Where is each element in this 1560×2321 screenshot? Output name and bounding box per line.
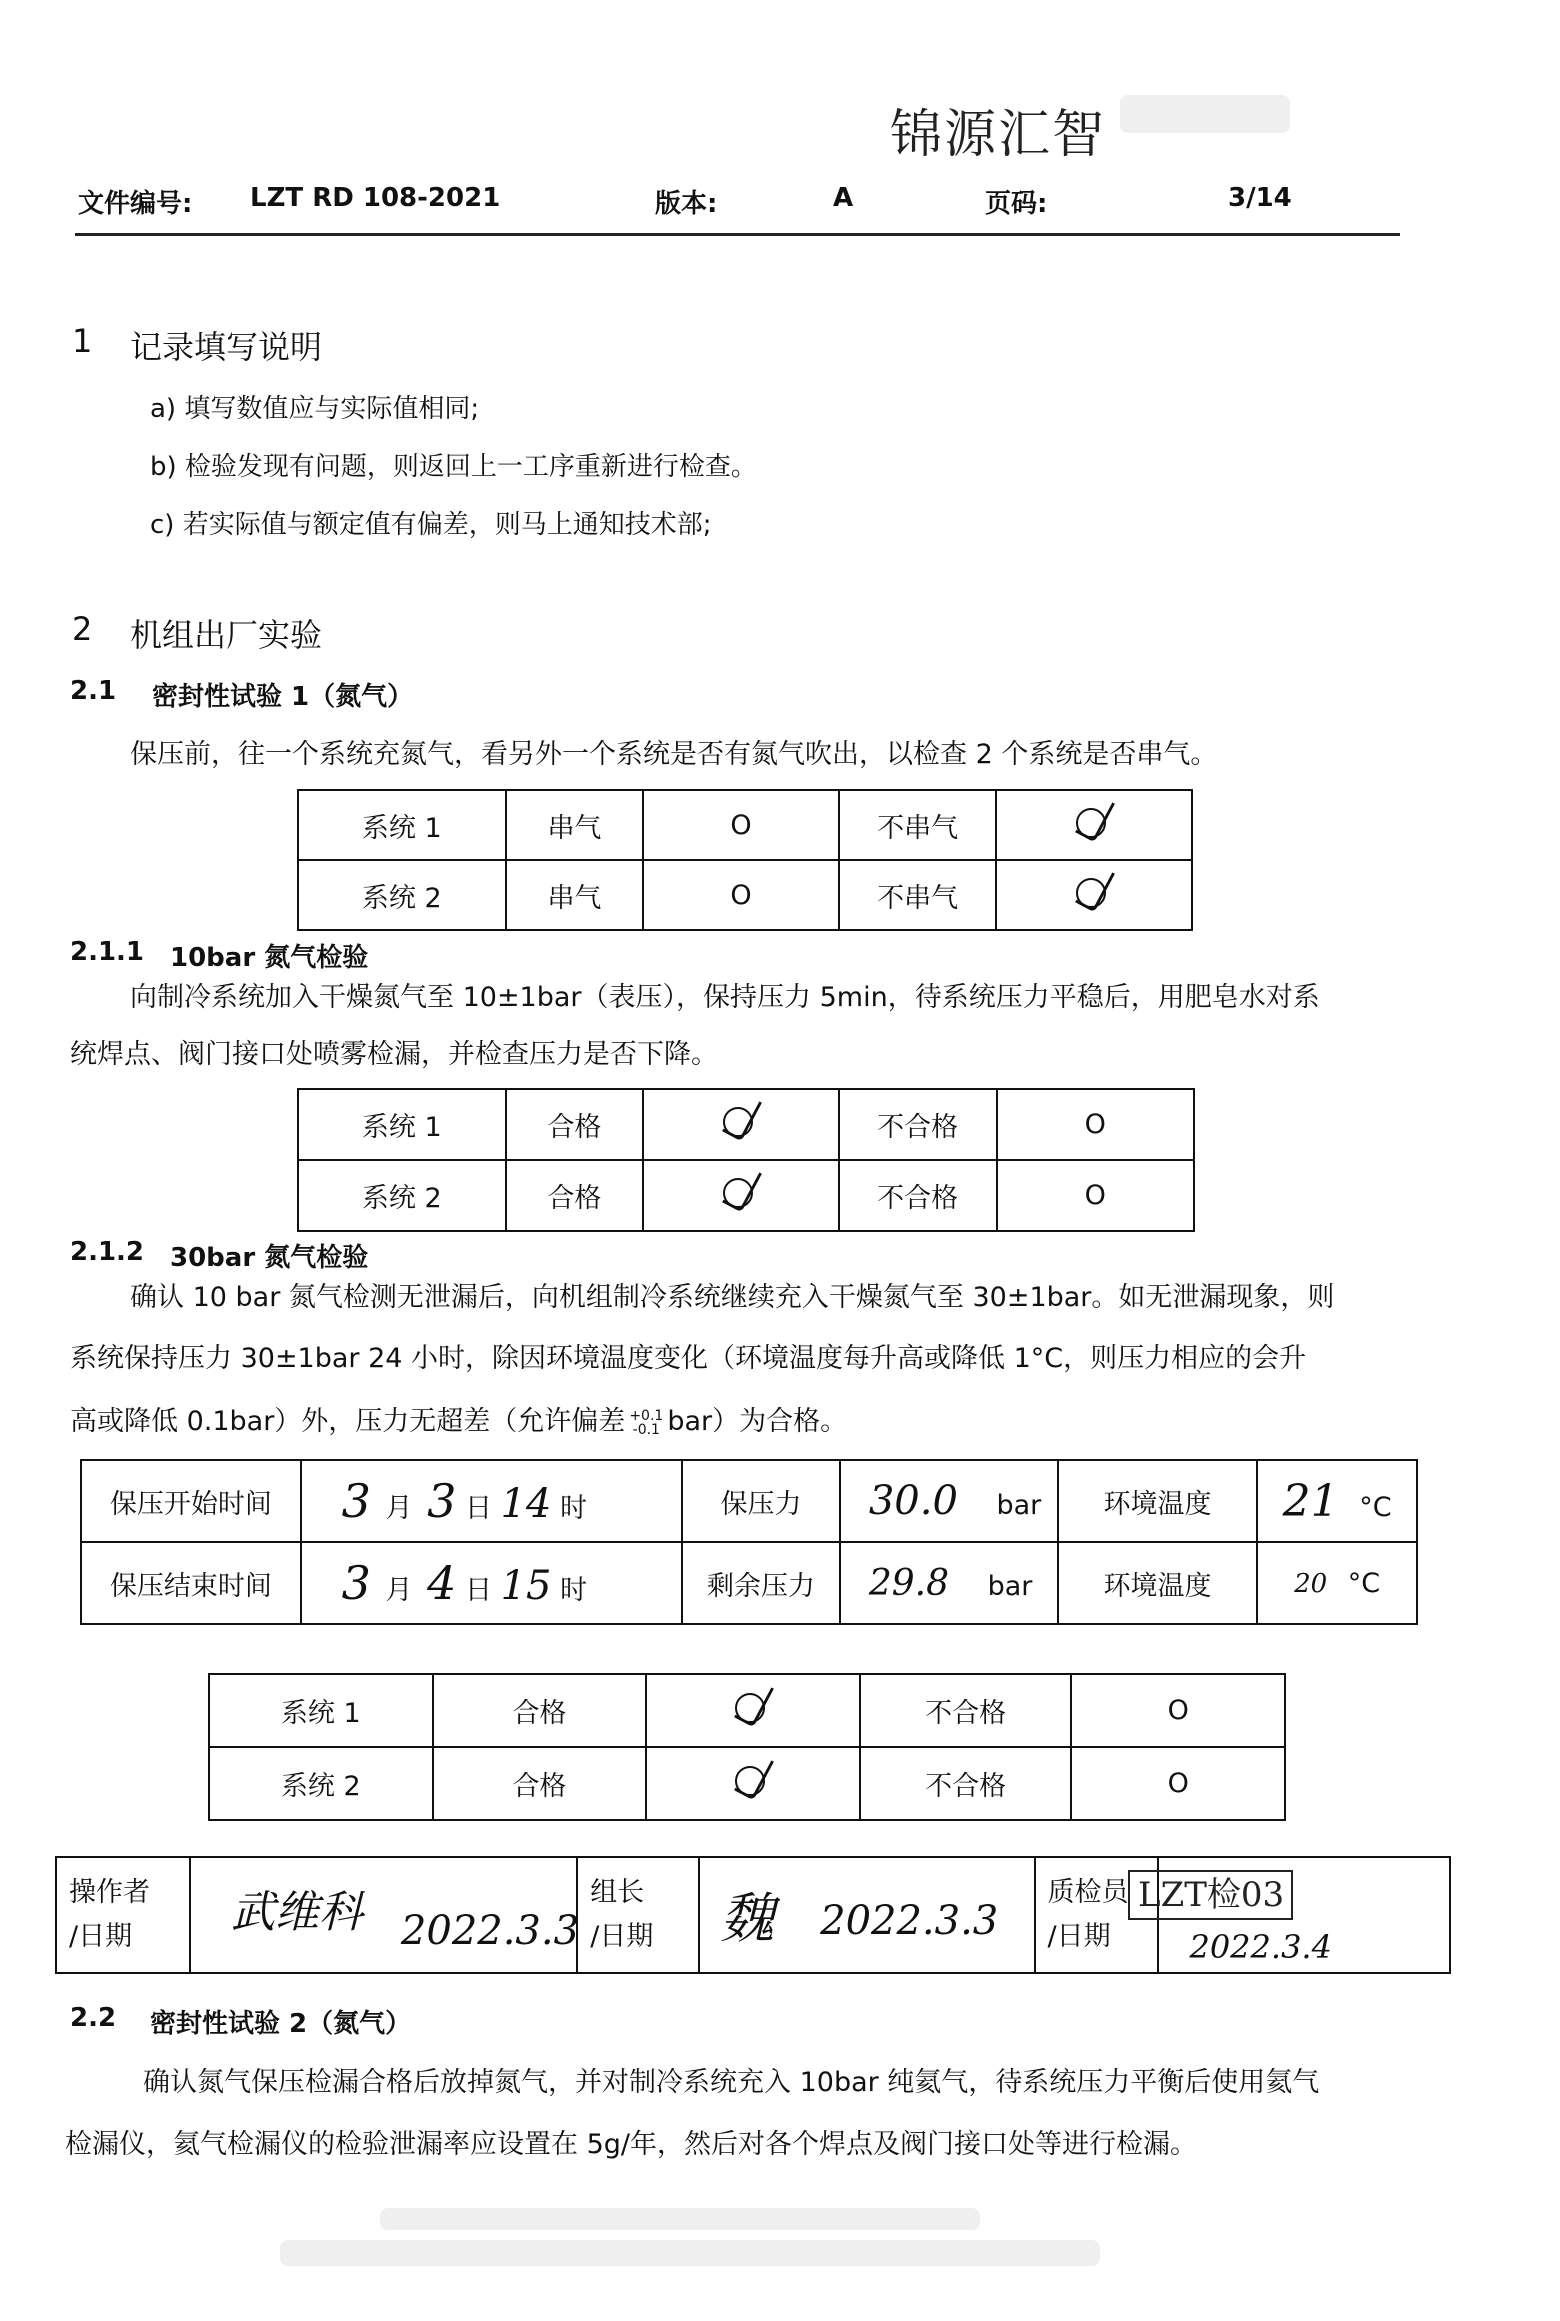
- remaining-pressure-label: 剩余压力: [682, 1542, 840, 1624]
- section-2-1-1-number: 2.1.1: [70, 937, 145, 967]
- ambient-temp-number: 20: [1294, 1568, 1328, 1599]
- system-label: 系统 1: [209, 1674, 433, 1747]
- table-row: [298, 1089, 1194, 1160]
- section-2-1-2-number: 2.1.2: [70, 1237, 145, 1267]
- day-unit: 日: [465, 1575, 493, 1606]
- leader-signature: 魏: [720, 1887, 775, 1950]
- section-2-1-number: 2.1: [70, 676, 117, 706]
- instruction-item-c: c) 若实际值与额定值有偏差，则马上通知技术部;: [150, 510, 712, 540]
- qc-label-line-2: /日期: [1047, 1921, 1111, 1952]
- qc-stamp: LZT检03: [1128, 1870, 1293, 1920]
- section-2-1-1-text-line-2: 统焊点、阀门接口处喷雾检漏，并检查压力是否下降。: [70, 1039, 718, 1070]
- section-1-title: 记录填写说明: [130, 328, 323, 366]
- doc-number-label: 文件编号:: [78, 189, 193, 219]
- end-time-value: [301, 1542, 682, 1624]
- option-mark: O: [997, 1160, 1194, 1231]
- table-row: [298, 1160, 1194, 1231]
- leader-date: 2022.3.3: [820, 1898, 999, 1944]
- pressure-hold-table: [80, 1459, 1418, 1625]
- start-day: 3: [427, 1474, 457, 1528]
- table-row: [209, 1747, 1285, 1820]
- end-month: 3: [341, 1556, 371, 1610]
- table-row: [81, 1542, 1417, 1624]
- system-label: 系统 2: [209, 1747, 433, 1820]
- section-2-2-text-line-1: 确认氮气保压检漏合格后放掉氮气，并对制冷系统充入 10bar 纯氦气，待系统压力平衡后使用氦气: [143, 2067, 1320, 2098]
- instruction-item-b: b) 检验发现有问题，则返回上一工序重新进行检查。: [150, 452, 757, 482]
- system-label: 系统 1: [298, 1089, 506, 1160]
- section-2-1-text: 保压前，往一个系统充氮气，看另外一个系统是否有氮气吹出，以检查 2 个系统是否串气。: [130, 739, 1218, 770]
- hour-unit: 时: [560, 1575, 588, 1606]
- instruction-item-a: a) 填写数值应与实际值相同;: [150, 394, 480, 424]
- version-value: A: [833, 183, 854, 213]
- header-divider: [75, 233, 1400, 236]
- option-label: 合格: [506, 1160, 644, 1231]
- end-hour: 15: [500, 1563, 552, 1609]
- doc-number-value: LZT RD 108-2021: [250, 183, 501, 213]
- section-2-1-title: 密封性试验 1（氮气）: [152, 682, 414, 712]
- option-label: 串气: [506, 860, 644, 930]
- option-label: 不合格: [839, 1089, 997, 1160]
- leader-label-line-2: /日期: [590, 1921, 654, 1952]
- checked-mark: [646, 1747, 860, 1820]
- table-row: [209, 1674, 1285, 1747]
- checked-mark: [996, 860, 1192, 930]
- option-label: 不串气: [839, 860, 997, 930]
- section-2-2-number: 2.2: [70, 2003, 117, 2033]
- ambient-temp-number: 21: [1282, 1475, 1339, 1527]
- ambient-temp-value: [1257, 1460, 1417, 1542]
- remaining-pressure-value: [840, 1542, 1058, 1624]
- 10bar-test-table: [297, 1088, 1195, 1232]
- operator-label: [56, 1857, 190, 1973]
- tolerance-plus: +0.1: [629, 1407, 664, 1424]
- checked-mark: [643, 1160, 838, 1231]
- option-label: 串气: [506, 790, 644, 860]
- crosstalk-table: [297, 789, 1193, 931]
- checked-mark: [643, 1089, 838, 1160]
- month-unit: 月: [385, 1493, 413, 1524]
- section-2-1-2-text-line-3: [70, 1399, 847, 1438]
- hour-unit: 时: [560, 1493, 588, 1524]
- option-mark: O: [1071, 1674, 1285, 1747]
- scan-smudge: [1120, 95, 1290, 133]
- operator-date: 2022.3.3: [400, 1908, 580, 1954]
- system-label: 系统 2: [298, 860, 506, 930]
- start-month: 3: [341, 1474, 371, 1528]
- start-hour: 14: [500, 1481, 552, 1527]
- section-2-title: 机组出厂实验: [130, 616, 323, 654]
- scan-smudge: [280, 2240, 1100, 2266]
- operator-signature-cell: [190, 1857, 580, 1973]
- section-2-1-1-text-line-1: 向制冷系统加入干燥氮气至 10±1bar（表压），保持压力 5min，待系统压力平稳后，用肥皂水对系: [130, 982, 1320, 1013]
- option-mark: O: [643, 790, 838, 860]
- section-2-1-1-title: 10bar 氮气检验: [170, 943, 369, 973]
- section-2-1-2-title: 30bar 氮气检验: [170, 1243, 369, 1273]
- check-mark-icon: [733, 1687, 773, 1727]
- text-line-3-end: bar）为合格。: [667, 1406, 848, 1437]
- hold-pressure-number: 30.0: [868, 1478, 958, 1524]
- check-mark-icon: [721, 1172, 761, 1212]
- bar-unit: bar: [996, 1490, 1042, 1521]
- checked-mark: [996, 790, 1192, 860]
- section-2-1-2-text-line-2: 系统保持压力 30±1bar 24 小时，除因环境温度变化（环境温度每升高或降低 1°C，则压力相应的会升: [70, 1343, 1307, 1374]
- scan-smudge: [380, 2208, 980, 2230]
- option-mark: O: [997, 1089, 1194, 1160]
- day-unit: 日: [465, 1493, 493, 1524]
- brand-title: 锦源汇智: [890, 105, 1107, 165]
- ambient-temp-label: 环境温度: [1058, 1460, 1257, 1542]
- check-mark-icon: [1074, 872, 1114, 912]
- section-2-2-text-line-2: 检漏仪，氦气检漏仪的检验泄漏率应设置在 5g/年，然后对各个焊点及阀门接口处等进行检漏。: [65, 2129, 1197, 2160]
- option-mark: O: [643, 860, 838, 930]
- celsius-unit: °C: [1347, 1567, 1381, 1599]
- page-value: 3/14: [1228, 183, 1292, 213]
- table-row: [298, 860, 1192, 930]
- option-label: 不合格: [860, 1674, 1072, 1747]
- option-label: 不串气: [839, 790, 997, 860]
- operator-label-line-2: /日期: [69, 1921, 133, 1952]
- system-label: 系统 2: [298, 1160, 506, 1231]
- leader-label: [577, 1857, 699, 1973]
- operator-label-line-1: 操作者: [69, 1877, 150, 1908]
- start-time-label: 保压开始时间: [81, 1460, 301, 1542]
- tolerance: [629, 1409, 663, 1437]
- qc-date: 2022.3.4: [1189, 1928, 1332, 1966]
- system-label: 系统 1: [298, 790, 506, 860]
- checked-mark: [646, 1674, 860, 1747]
- page-label: 页码:: [985, 189, 1048, 219]
- option-label: 合格: [433, 1747, 647, 1820]
- option-label: 合格: [506, 1089, 644, 1160]
- hold-pressure-value: [840, 1460, 1058, 1542]
- remaining-pressure-number: 29.8: [868, 1562, 949, 1604]
- ambient-temp-label: 环境温度: [1058, 1542, 1257, 1624]
- bar-unit: bar: [987, 1570, 1033, 1602]
- check-mark-icon: [1074, 802, 1114, 842]
- option-label: 不合格: [839, 1160, 997, 1231]
- start-time-value: [301, 1460, 682, 1542]
- table-row: [81, 1460, 1417, 1542]
- month-unit: 月: [385, 1575, 413, 1606]
- 30bar-test-table: [208, 1673, 1286, 1821]
- end-time-label: 保压结束时间: [81, 1542, 301, 1624]
- option-mark: O: [1071, 1747, 1285, 1820]
- hold-pressure-label: 保压力: [682, 1460, 840, 1542]
- check-mark-icon: [721, 1101, 761, 1141]
- operator-signature: 武维科: [230, 1887, 363, 1938]
- table-row: [298, 790, 1192, 860]
- section-1-number: 1: [72, 322, 93, 360]
- section-2-number: 2: [72, 610, 93, 648]
- qc-label-line-1: 质检员: [1047, 1877, 1129, 1908]
- text-line-3-start: 高或降低 0.1bar）外，压力无超差（允许偏差: [70, 1406, 626, 1437]
- tolerance-minus: -0.1: [632, 1421, 660, 1438]
- option-label: 合格: [433, 1674, 647, 1747]
- leader-label-line-1: 组长: [590, 1877, 645, 1908]
- celsius-unit: °C: [1359, 1491, 1392, 1523]
- leader-signature-cell: [699, 1857, 1034, 1973]
- check-mark-icon: [733, 1760, 773, 1800]
- section-2-1-2-text-line-1: 确认 10 bar 氮气检测无泄漏后，向机组制冷系统继续充入干燥氮气至 30±1bar。如无泄漏现象，则: [130, 1282, 1335, 1313]
- section-2-2-title: 密封性试验 2（氮气）: [150, 2009, 412, 2039]
- end-day: 4: [427, 1556, 457, 1610]
- option-label: 不合格: [860, 1747, 1072, 1820]
- ambient-temp-value: [1257, 1542, 1417, 1624]
- version-label: 版本:: [655, 189, 718, 219]
